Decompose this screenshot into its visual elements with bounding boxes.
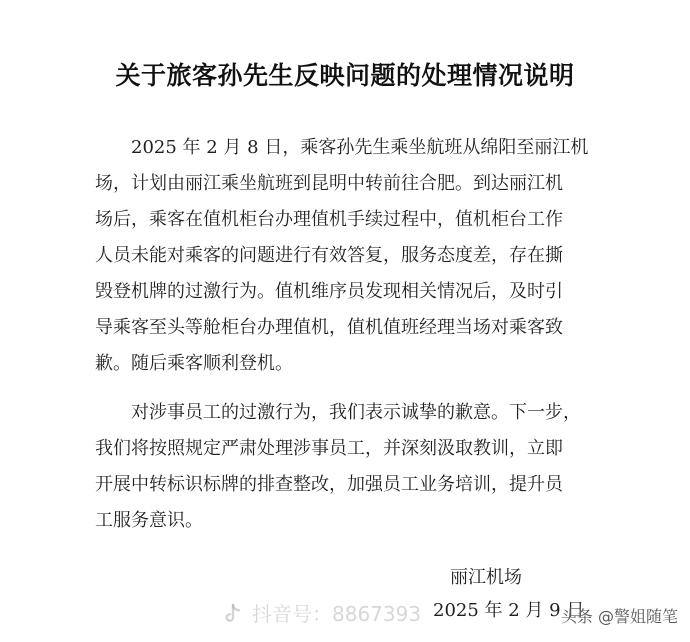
paragraph-line: 人员未能对乘客的问题进行有效答复，服务态度差，存在撕 (95, 245, 563, 266)
toutiao-watermark: 头条 @警姐随笔 (560, 607, 678, 626)
paragraph-line: 开展中转标识标牌的排查整改，加强员工业务培训，提升员 (95, 474, 563, 495)
signature-date: 2025 年 2 月 9 日 (433, 600, 585, 621)
document-title: 关于旅客孙先生反映问题的处理情况说明 (115, 61, 575, 90)
douyin-logo-icon (224, 604, 242, 624)
douyin-watermark-text: 抖音号：8867393 (252, 602, 422, 626)
paragraph-line: 场后，乘客在值机柜台办理值机手续过程中，值机柜台工作 (95, 209, 563, 230)
paragraph-2 (95, 395, 595, 539)
paragraph-line: 对涉事员工的过激行为，我们表示诚挚的歉意。下一步， (95, 402, 581, 423)
paragraph-1 (95, 130, 595, 382)
signature-organization: 丽江机场 (450, 567, 522, 588)
paragraph-line: 导乘客至头等舱柜台办理值机，值机值班经理当场对乘客致 (95, 317, 563, 338)
paragraph-line: 2025 年 2 月 8 日，乘客孙先生乘坐航班从绵阳至丽江机 (95, 137, 589, 158)
paragraph-line: 工服务意识。 (95, 510, 203, 531)
paragraph-line: 毁登机牌的过激行为。值机维序员发现相关情况后，及时引 (95, 281, 563, 302)
paragraph-line: 我们将按照规定严肃处理涉事员工，并深刻汲取教训，立即 (95, 438, 563, 459)
douyin-watermark (224, 598, 421, 627)
paragraph-line: 场，计划由丽江乘坐航班到昆明中转前往合肥。到达丽江机 (95, 173, 563, 194)
paragraph-line: 歉。随后乘客顺利登机。 (95, 353, 293, 374)
